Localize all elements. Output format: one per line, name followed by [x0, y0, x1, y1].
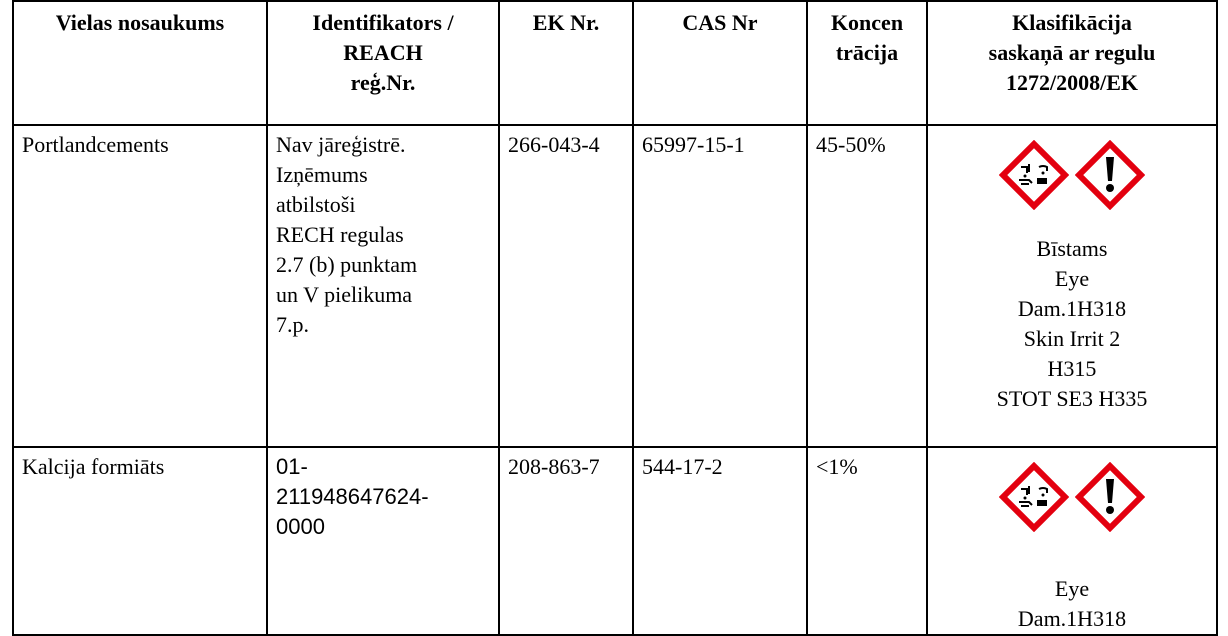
identifier-cell: 01- 211948647624- 0000: [267, 447, 499, 635]
identifier-cell: Nav jāreģistrē. Izņēmums atbilstoši RECH regulas 2.7 (b) punktam un V pielikuma 7.p.: [267, 125, 499, 447]
corrosion-icon: [999, 462, 1069, 532]
classification-cell: Bīstams Eye Dam.1H318 Skin Irrit 2 H315 STOT SE3 H335: [927, 125, 1217, 447]
concentration: <1%: [807, 447, 927, 635]
exclamation-icon: [1075, 462, 1145, 532]
ek-number: 266-043-4: [499, 125, 633, 447]
cas-number: 544-17-2: [633, 447, 807, 635]
header-cas-number: CAS Nr: [633, 1, 807, 125]
header-ek-number: EK Nr.: [499, 1, 633, 125]
header-classification: Klasifikācija saskaņā ar regulu 1272/2008/EK: [927, 1, 1217, 125]
table-row: [13, 447, 1217, 635]
ek-number: 208-863-7: [499, 447, 633, 635]
substance-name: Portlandcements: [13, 125, 267, 447]
hazard-pictograms: [936, 458, 1208, 536]
header-concentration: Koncen trācija: [807, 1, 927, 125]
hazard-pictograms: [936, 136, 1208, 214]
concentration: 45-50%: [807, 125, 927, 447]
exclamation-icon: [1075, 140, 1145, 210]
classification-cell: Eye Dam.1H318: [927, 447, 1217, 635]
corrosion-icon: [999, 140, 1069, 210]
cas-number: 65997-15-1: [633, 125, 807, 447]
substance-table: [12, 0, 1218, 636]
header-identifier: Identifikators / REACH reģ.Nr.: [267, 1, 499, 125]
substance-name: Kalcija formiāts: [13, 447, 267, 635]
header-substance-name: Vielas nosaukums: [13, 1, 267, 125]
header-row: [13, 1, 1217, 125]
table-row: [13, 125, 1217, 447]
